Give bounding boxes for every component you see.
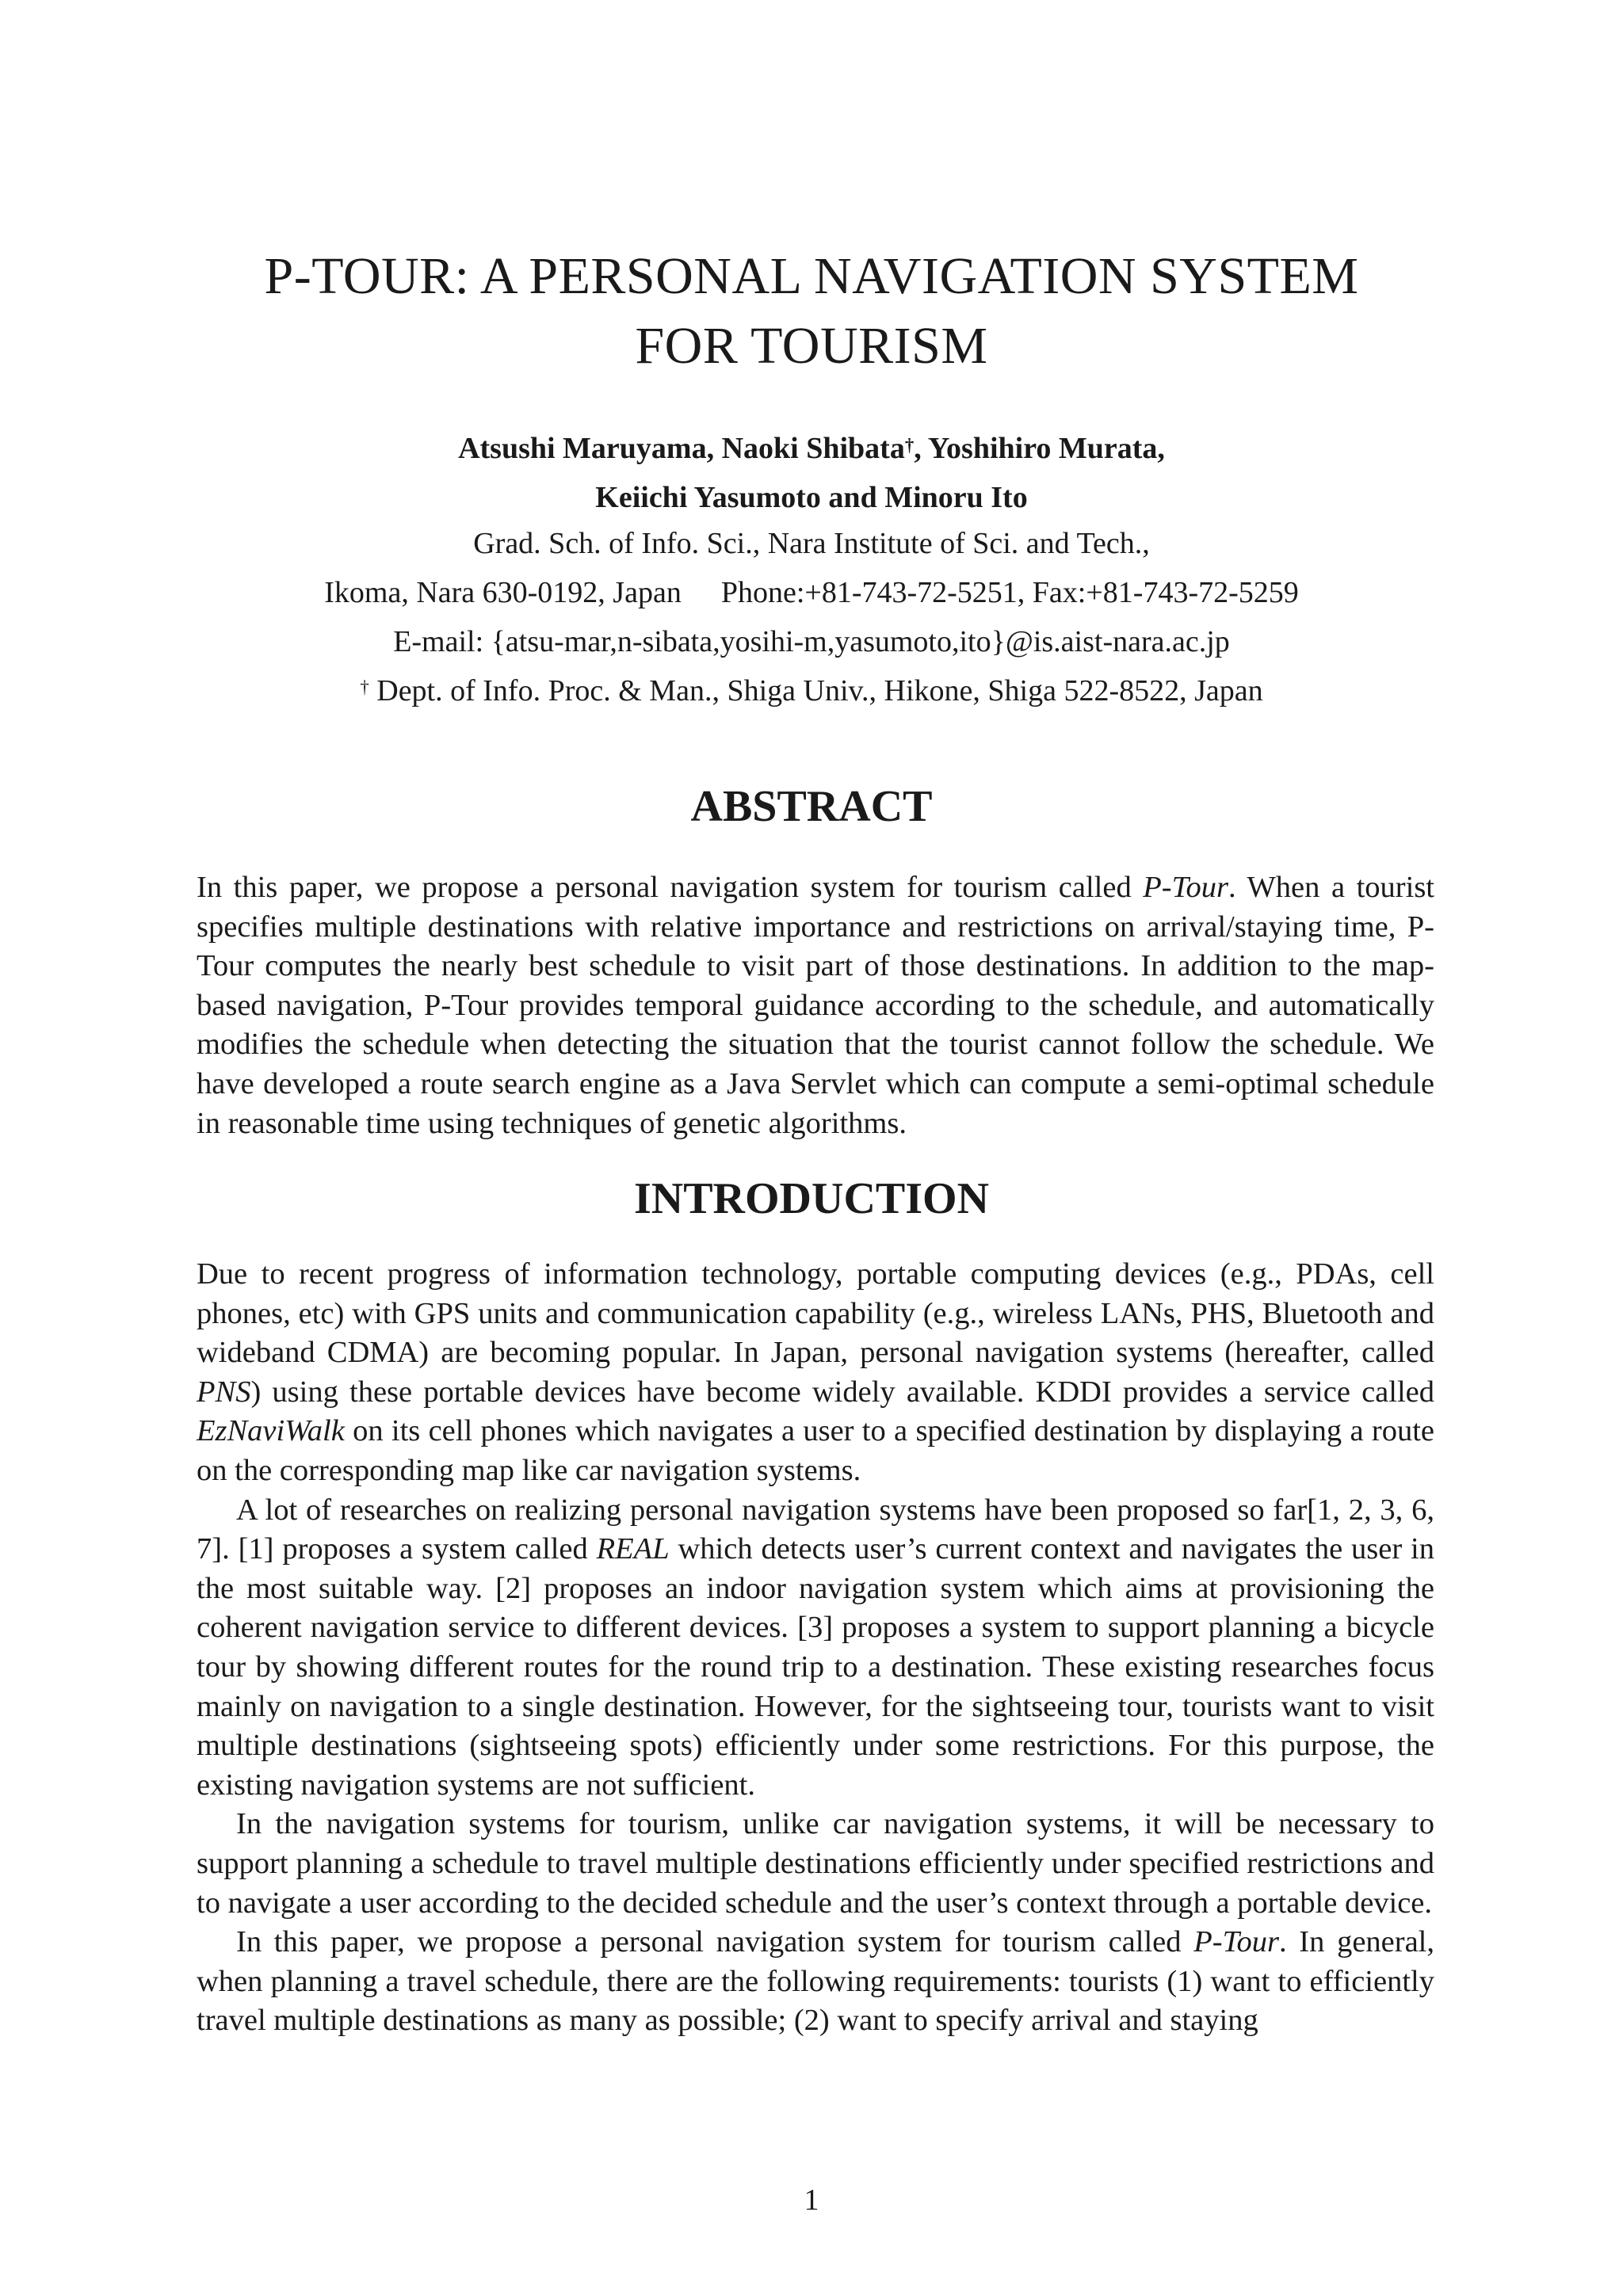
affiliation-email: E-mail: {atsu-mar,n-sibata,yosihi-m,yasumoto,ito}@is.aist-nara.ac.jp — [393, 625, 1230, 658]
affiliation-address: Ikoma, Nara 630-0192, Japan — [324, 576, 682, 609]
intro-paragraph-1: Due to recent progress of information technology, portable computing devices (e.g., PDAs, cell phones, etc) with GPS units and communication capability (e.g., wireless LANs, PHS, Bluetooth and wideband CDMA) are becoming popular. In Japan, personal navigation systems (hereafter, called PNS) using these portable devices have become widely available. KDDI provides a service called EzNaviWalk on its cell phones which navigates a user to a specified destination by displaying a route on the corresponding map like car navigation systems. — [197, 1257, 1434, 1487]
affiliation-line-1: Grad. Sch. of Info. Sci., Nara Institute of Sci. and Tech., — [473, 527, 1150, 560]
dagger-mark-2: † — [360, 677, 369, 697]
affiliation-phone-fax: Phone:+81-743-72-5251, Fax:+81-743-72-5259 — [720, 576, 1299, 609]
intro-paragraph-2: A lot of researches on realizing personal navigation systems have been proposed so far[1, 2, 3, 6, 7]. [1] proposes a system called REAL which detects user’s current context and navigates the user in the most suitable way. [2] proposes an indoor navigation system which aims at provisioning the coherent navigation service to different devices. [3] proposes a system to support planning a bicycle tour by showing different routes for the round trip to a destination. These existing researches focus mainly on navigation to a single destination. However, for the sightseeing tour, tourists want to visit multiple destinations (sightseeing spots) efficiently under some restrictions. For this purpose, the existing navigation systems are not sufficient. — [197, 1493, 1434, 1802]
affiliation-block — [0, 519, 1623, 715]
affiliation-second: † Dept. of Info. Proc. & Man., Shiga Univ., Hikone, Shiga 522-8522, Japan — [360, 674, 1263, 707]
page-number: 1 — [804, 2183, 819, 2217]
author-line-2: Keiichi Yasumoto and Minoru Ito — [595, 481, 1028, 514]
abstract-heading: ABSTRACT — [690, 782, 933, 831]
intro-paragraph-4: In this paper, we propose a personal navigation system for tourism called P-Tour. In general, when planning a travel schedule, there are the following requirements: tourists (1) want to efficiently travel multiple destinations as many as possible; (2) want to specify arrival and staying — [197, 1925, 1434, 2038]
abstract-paragraph: In this paper, we propose a personal navigation system for tourism called P-Tour. When a tourist specifies multiple destinations with relative importance and restrictions on arrival/staying time, P-Tour computes the nearly best schedule to visit part of those destinations. In addition to the map-based navigation, P-Tour provides temporal guidance according to the schedule, and automatically modifies the schedule when detecting the situation that the tourist cannot follow the schedule. We have developed a route search engine as a Java Servlet which can compute a semi-optimal schedule in reasonable time using techniques of genetic algorithms. — [197, 871, 1434, 1140]
title-line-1: P-TOUR: A PERSONAL NAVIGATION SYSTEM — [264, 247, 1359, 305]
affiliation-line-2 — [0, 568, 1623, 617]
title-line-2: FOR TOURISM — [635, 317, 988, 375]
intro-paragraph-3: In the navigation systems for tourism, unlike car navigation systems, it will be necessary to support planning a schedule to travel multiple destinations efficiently under specified restrictions and to navigate a user according to the decided schedule and the user’s context through a portable device. — [197, 1807, 1434, 1920]
author-line-1: Atsushi Maruyama, Naoki Shibata†, Yoshihiro Murata, — [458, 432, 1165, 465]
paper-title — [0, 242, 1623, 381]
author-list — [0, 424, 1623, 522]
abstract-body — [197, 868, 1434, 1143]
dagger-mark: † — [904, 435, 915, 455]
introduction-body — [197, 1255, 1434, 2041]
introduction-heading: INTRODUCTION — [633, 1174, 990, 1223]
